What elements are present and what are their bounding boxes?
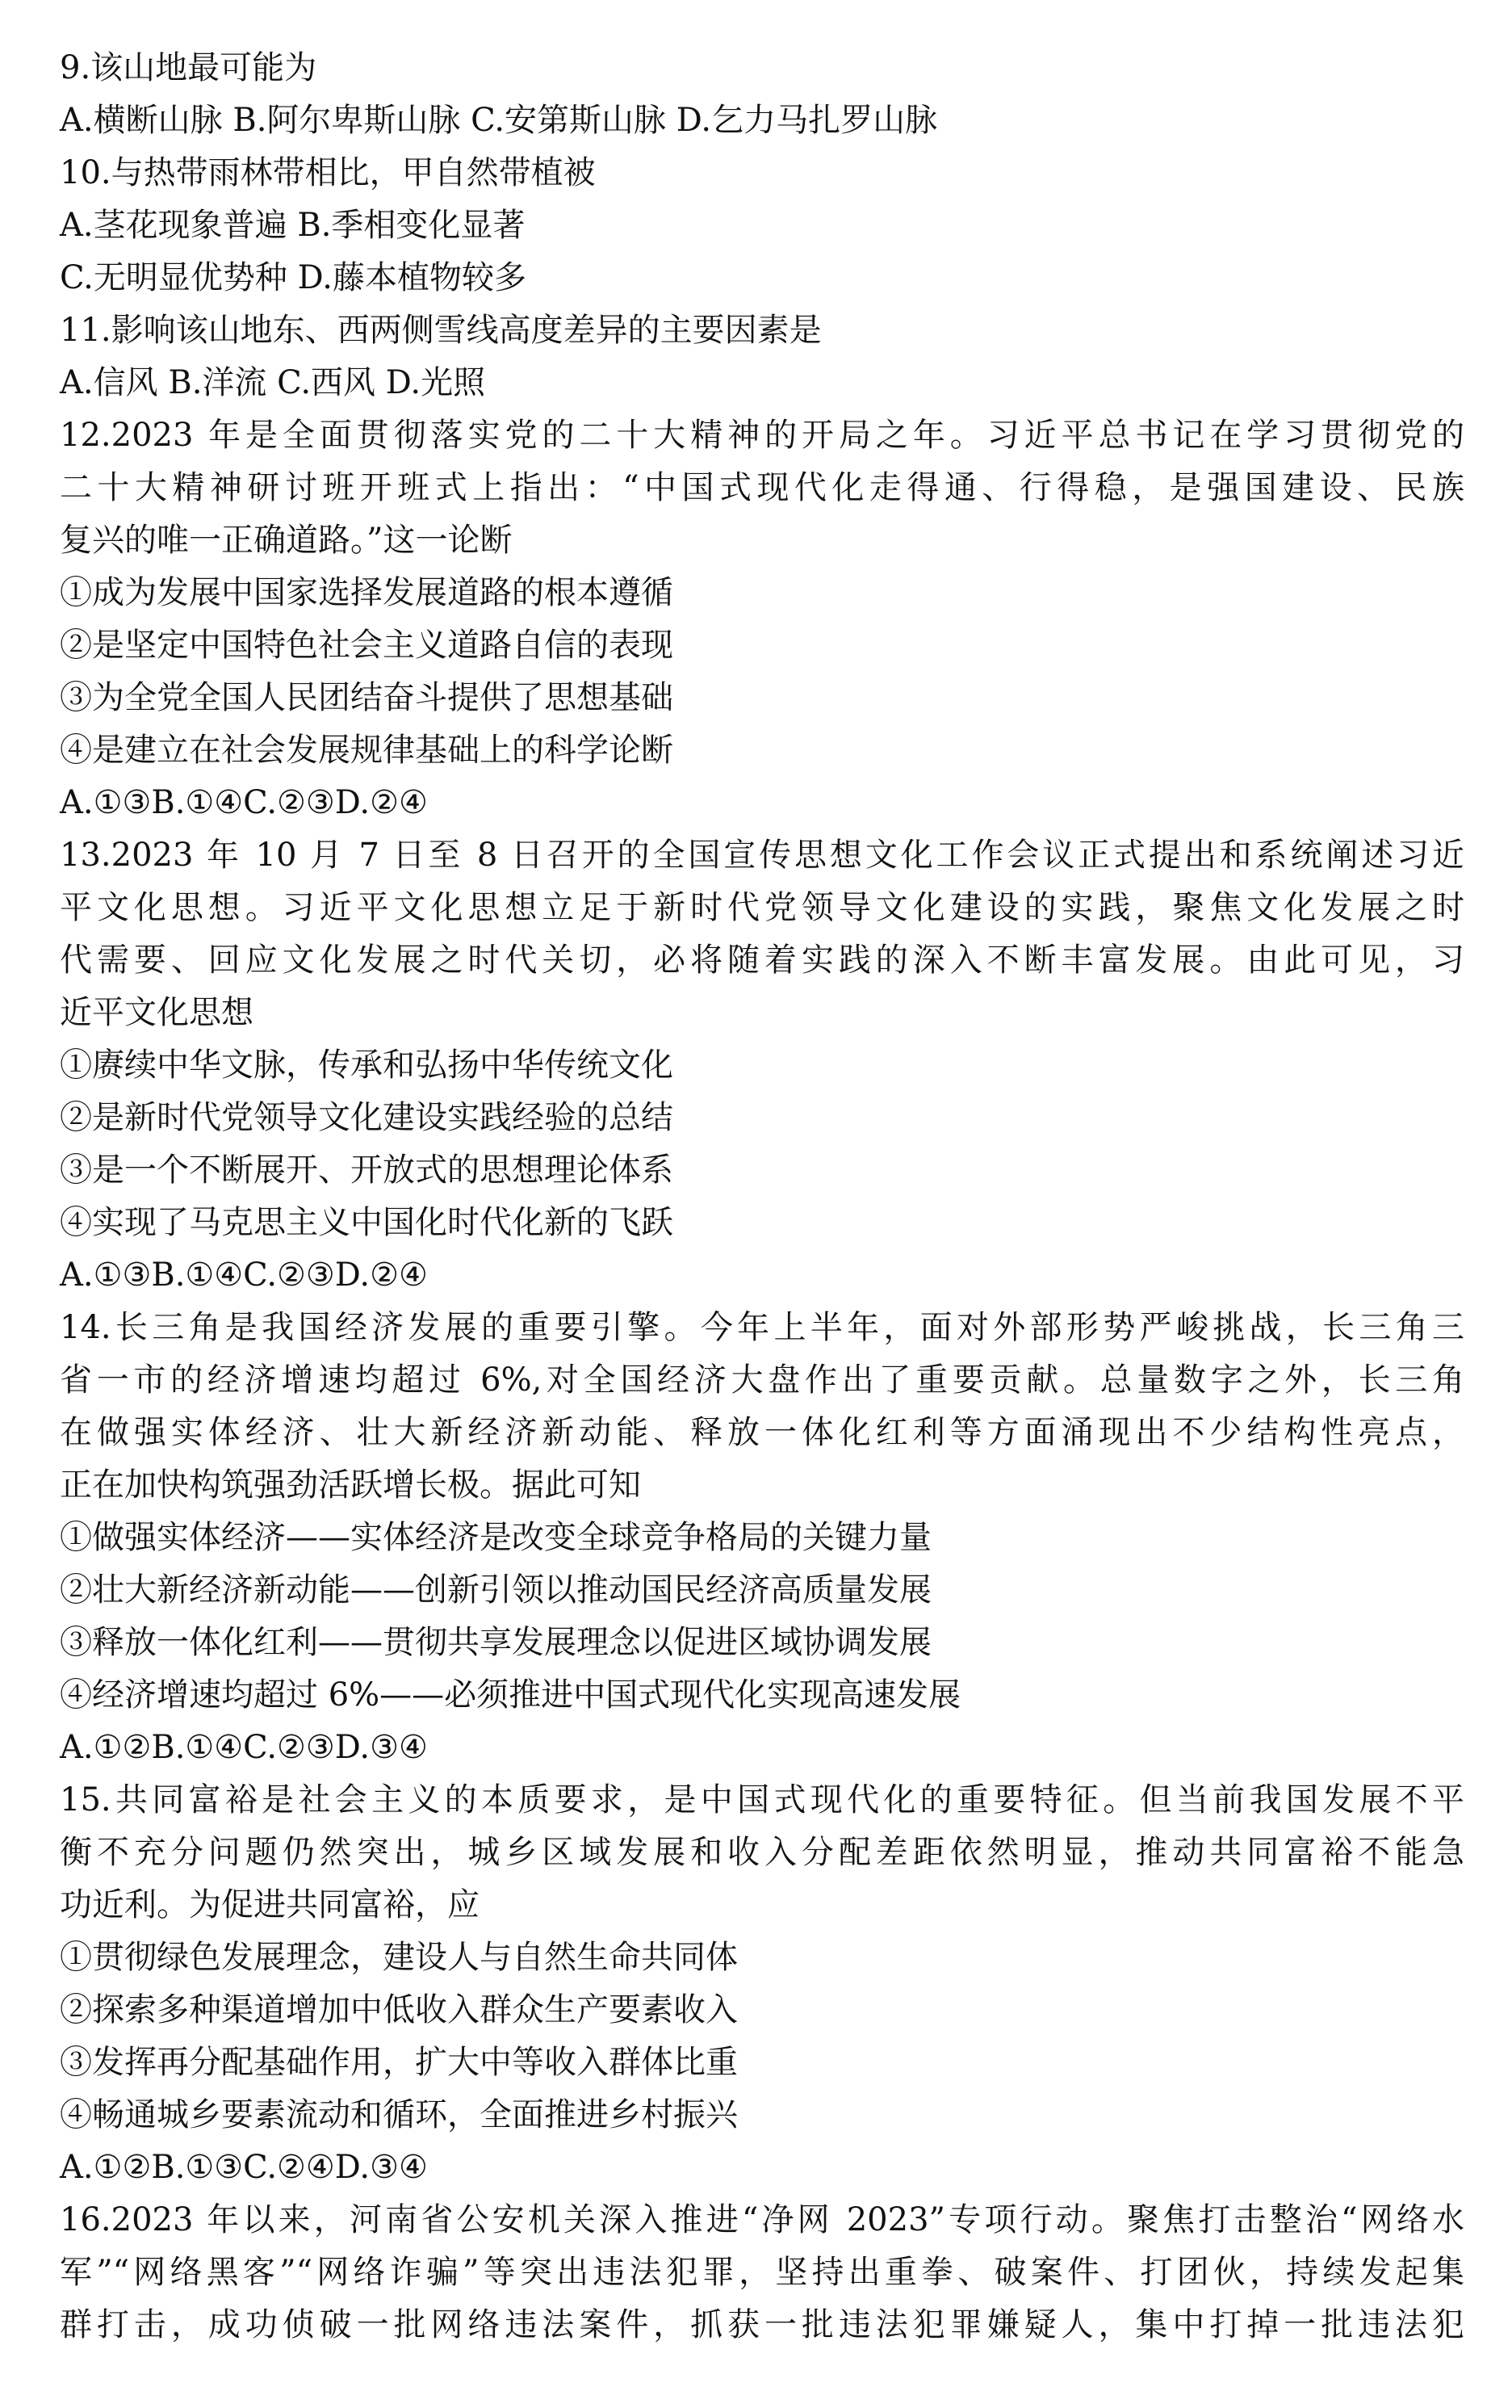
question-13-stem-line-1: 13.2023 年 10 月 7 日至 8 日召开的全国宣传思想文化工作会议正式提出和系统阐述习近 — [60, 837, 1464, 874]
question-15-statement-3: ③发挥再分配基础作用，扩大中等收入群体比重 — [60, 2044, 738, 2081]
question-15-stem-line-3: 功近利。为促进共同富裕，应 — [60, 1886, 480, 1923]
question-15-options: A.①②B.①③C.②④D.③④ — [60, 2149, 428, 2186]
question-14-statement-3: ③释放一体化红利——贯彻共享发展理念以促进区域协调发展 — [60, 1624, 932, 1661]
question-14-stem-line-2: 省一市的经济增速均超过 6%,对全国经济大盘作出了重要贡献。总量数字之外，长三角 — [60, 1361, 1464, 1399]
question-13-options: A.①③B.①④C.②③D.②④ — [60, 1256, 428, 1294]
question-text-block — [60, 42, 1464, 2351]
question-13-statement-1: ①赓续中华文脉，传承和弘扬中华传统文化 — [60, 1047, 673, 1084]
question-10-options-ab: A.茎花现象普遍 B.季相变化显著 — [60, 207, 526, 244]
question-9-options: A.横断山脉 B.阿尔卑斯山脉 C.安第斯山脉 D.乞力马扎罗山脉 — [60, 102, 938, 139]
question-12-stem-line-1: 12.2023 年是全面贯彻落实党的二十大精神的开局之年。习近平总书记在学习贯彻党的 — [60, 417, 1464, 454]
question-10-options-cd: C.无明显优势种 D.藤本植物较多 — [60, 259, 526, 296]
question-12-options: A.①③B.①④C.②③D.②④ — [60, 784, 428, 821]
question-16-stem-line-2: 军”“网络黑客”“网络诈骗”等突出违法犯罪，坚持出重拳、破案件、打团伙，持续发起集 — [60, 2254, 1464, 2291]
question-14-statement-1: ①做强实体经济——实体经济是改变全球竞争格局的关键力量 — [60, 1519, 932, 1556]
question-15-statement-1: ①贯彻绿色发展理念，建设人与自然生命共同体 — [60, 1939, 738, 1976]
question-13-statement-4: ④实现了马克思主义中国化时代化新的飞跃 — [60, 1204, 673, 1241]
question-15-statement-4: ④畅通城乡要素流动和循环，全面推进乡村振兴 — [60, 2096, 738, 2133]
question-13-stem-line-2: 平文化思想。习近平文化思想立足于新时代党领导文化建设的实践，聚焦文化发展之时 — [60, 889, 1464, 926]
question-12-statement-2: ②是坚定中国特色社会主义道路自信的表现 — [60, 627, 673, 664]
question-10-stem: 10.与热带雨林带相比，甲自然带植被 — [60, 154, 596, 191]
question-12-statement-4: ④是建立在社会发展规律基础上的科学论断 — [60, 732, 673, 769]
question-13-stem-line-3: 代需要、回应文化发展之时代关切，必将随着实践的深入不断丰富发展。由此可见，习 — [60, 942, 1464, 979]
question-12-statement-3: ③为全党全国人民团结奋斗提供了思想基础 — [60, 679, 673, 716]
question-14-statement-4: ④经济增速均超过 6%——必须推进中国式现代化实现高速发展 — [60, 1676, 961, 1714]
question-16-stem-line-1: 16.2023 年以来，河南省公安机关深入推进“净网 2023”专项行动。聚焦打击整治“网络水 — [60, 2201, 1464, 2238]
question-16-stem-line-3: 群打击，成功侦破一批网络违法案件，抓获一批违法犯罪嫌疑人，集中打掉一批违法犯 — [60, 2306, 1464, 2343]
question-11-options: A.信风 B.洋流 C.西风 D.光照 — [60, 364, 486, 401]
question-13-stem-line-4: 近平文化思想 — [60, 994, 253, 1031]
question-14-stem-line-1: 14.长三角是我国经济发展的重要引擎。今年上半年，面对外部形势严峻挑战，长三角三 — [60, 1309, 1464, 1346]
question-9-stem: 9.该山地最可能为 — [60, 49, 317, 86]
question-14-statement-2: ②壮大新经济新动能——创新引领以推动国民经济高质量发展 — [60, 1571, 932, 1609]
question-12-stem-line-3: 复兴的唯一正确道路。”这一论断 — [60, 522, 513, 559]
question-15-stem-line-2: 衡不充分问题仍然突出，城乡区域发展和收入分配差距依然明显，推动共同富裕不能急 — [60, 1834, 1464, 1871]
question-12-statement-1: ①成为发展中国家选择发展道路的根本遵循 — [60, 574, 673, 611]
question-15-stem-line-1: 15.共同富裕是社会主义的本质要求，是中国式现代化的重要特征。但当前我国发展不平 — [60, 1781, 1464, 1819]
question-12-stem-line-2: 二十大精神研讨班开班式上指出：“中国式现代化走得通、行得稳，是强国建设、民族 — [60, 469, 1464, 506]
question-11-stem: 11.影响该山地东、西两侧雪线高度差异的主要因素是 — [60, 312, 822, 349]
question-15-statement-2: ②探索多种渠道增加中低收入群众生产要素收入 — [60, 1991, 738, 2028]
question-13-statement-2: ②是新时代党领导文化建设实践经验的总结 — [60, 1099, 673, 1136]
question-13-statement-3: ③是一个不断展开、开放式的思想理论体系 — [60, 1152, 673, 1189]
question-14-stem-line-3: 在做强实体经济、壮大新经济新动能、释放一体化红利等方面涌现出不少结构性亮点， — [60, 1414, 1464, 1451]
question-14-options: A.①②B.①④C.②③D.③④ — [60, 1729, 428, 1766]
question-14-stem-line-4: 正在加快构筑强劲活跃增长极。据此可知 — [60, 1466, 641, 1504]
